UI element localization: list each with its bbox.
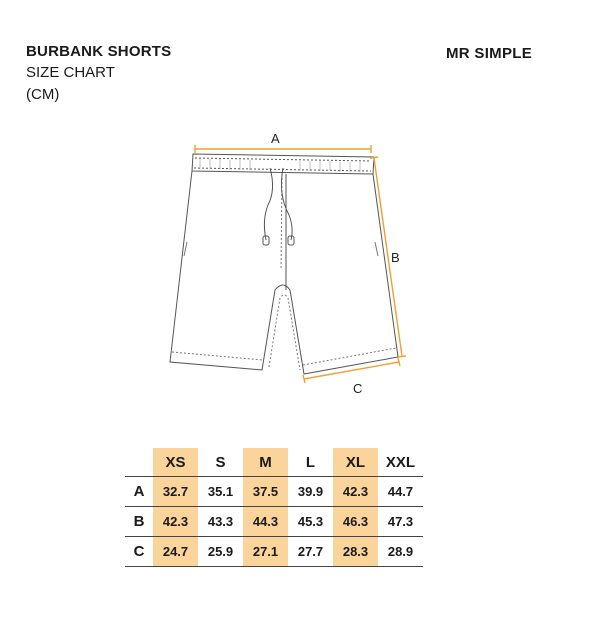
size-table [125,448,423,567]
product-title: BURBANK SHORTS [26,43,172,60]
size-col-s: S [198,448,243,477]
table-cell: 42.3 [333,477,378,507]
table-cell: 43.3 [198,507,243,537]
table-row [125,507,423,537]
dimension-b-label: B [391,250,400,265]
table-cell: 24.7 [153,537,198,567]
table-cell: 27.1 [243,537,288,567]
table-cell: 44.7 [378,477,423,507]
row-label-b: B [125,507,153,537]
table-cell: 35.1 [198,477,243,507]
right-leg [290,174,398,374]
shorts-outline [170,154,398,374]
unit-label: (CM) [26,86,60,103]
size-col-l: L [288,448,333,477]
size-col-xs: XS [153,448,198,477]
table-row [125,537,423,567]
dimension-b [370,157,406,357]
size-col-xxl: XXL [378,448,423,477]
size-col-m: M [243,448,288,477]
table-cell: 39.9 [288,477,333,507]
left-leg [170,171,290,370]
dimension-c-label: C [353,381,363,396]
table-cell: 37.5 [243,477,288,507]
table-cell: 42.3 [153,507,198,537]
table-cell: 44.3 [243,507,288,537]
table-row [125,477,423,507]
table-cell: 28.3 [333,537,378,567]
table-cell: 47.3 [378,507,423,537]
corner-cell [125,448,153,477]
size-header-row [125,448,423,477]
dimension-c [303,358,400,383]
table-cell: 46.3 [333,507,378,537]
size-col-xl: XL [333,448,378,477]
table-cell: 27.7 [288,537,333,567]
dimension-a [195,145,371,153]
drawstring-right [281,168,292,240]
table-cell: 32.7 [153,477,198,507]
table-cell: 28.9 [378,537,423,567]
drawstring-left [264,168,272,240]
size-chart-label: SIZE CHART [26,64,115,81]
brand-name: MR SIMPLE [446,45,533,62]
row-label-a: A [125,477,153,507]
row-label-c: C [125,537,153,567]
table-cell: 45.3 [288,507,333,537]
table-cell: 25.9 [198,537,243,567]
dimension-a-label: A [271,131,280,146]
